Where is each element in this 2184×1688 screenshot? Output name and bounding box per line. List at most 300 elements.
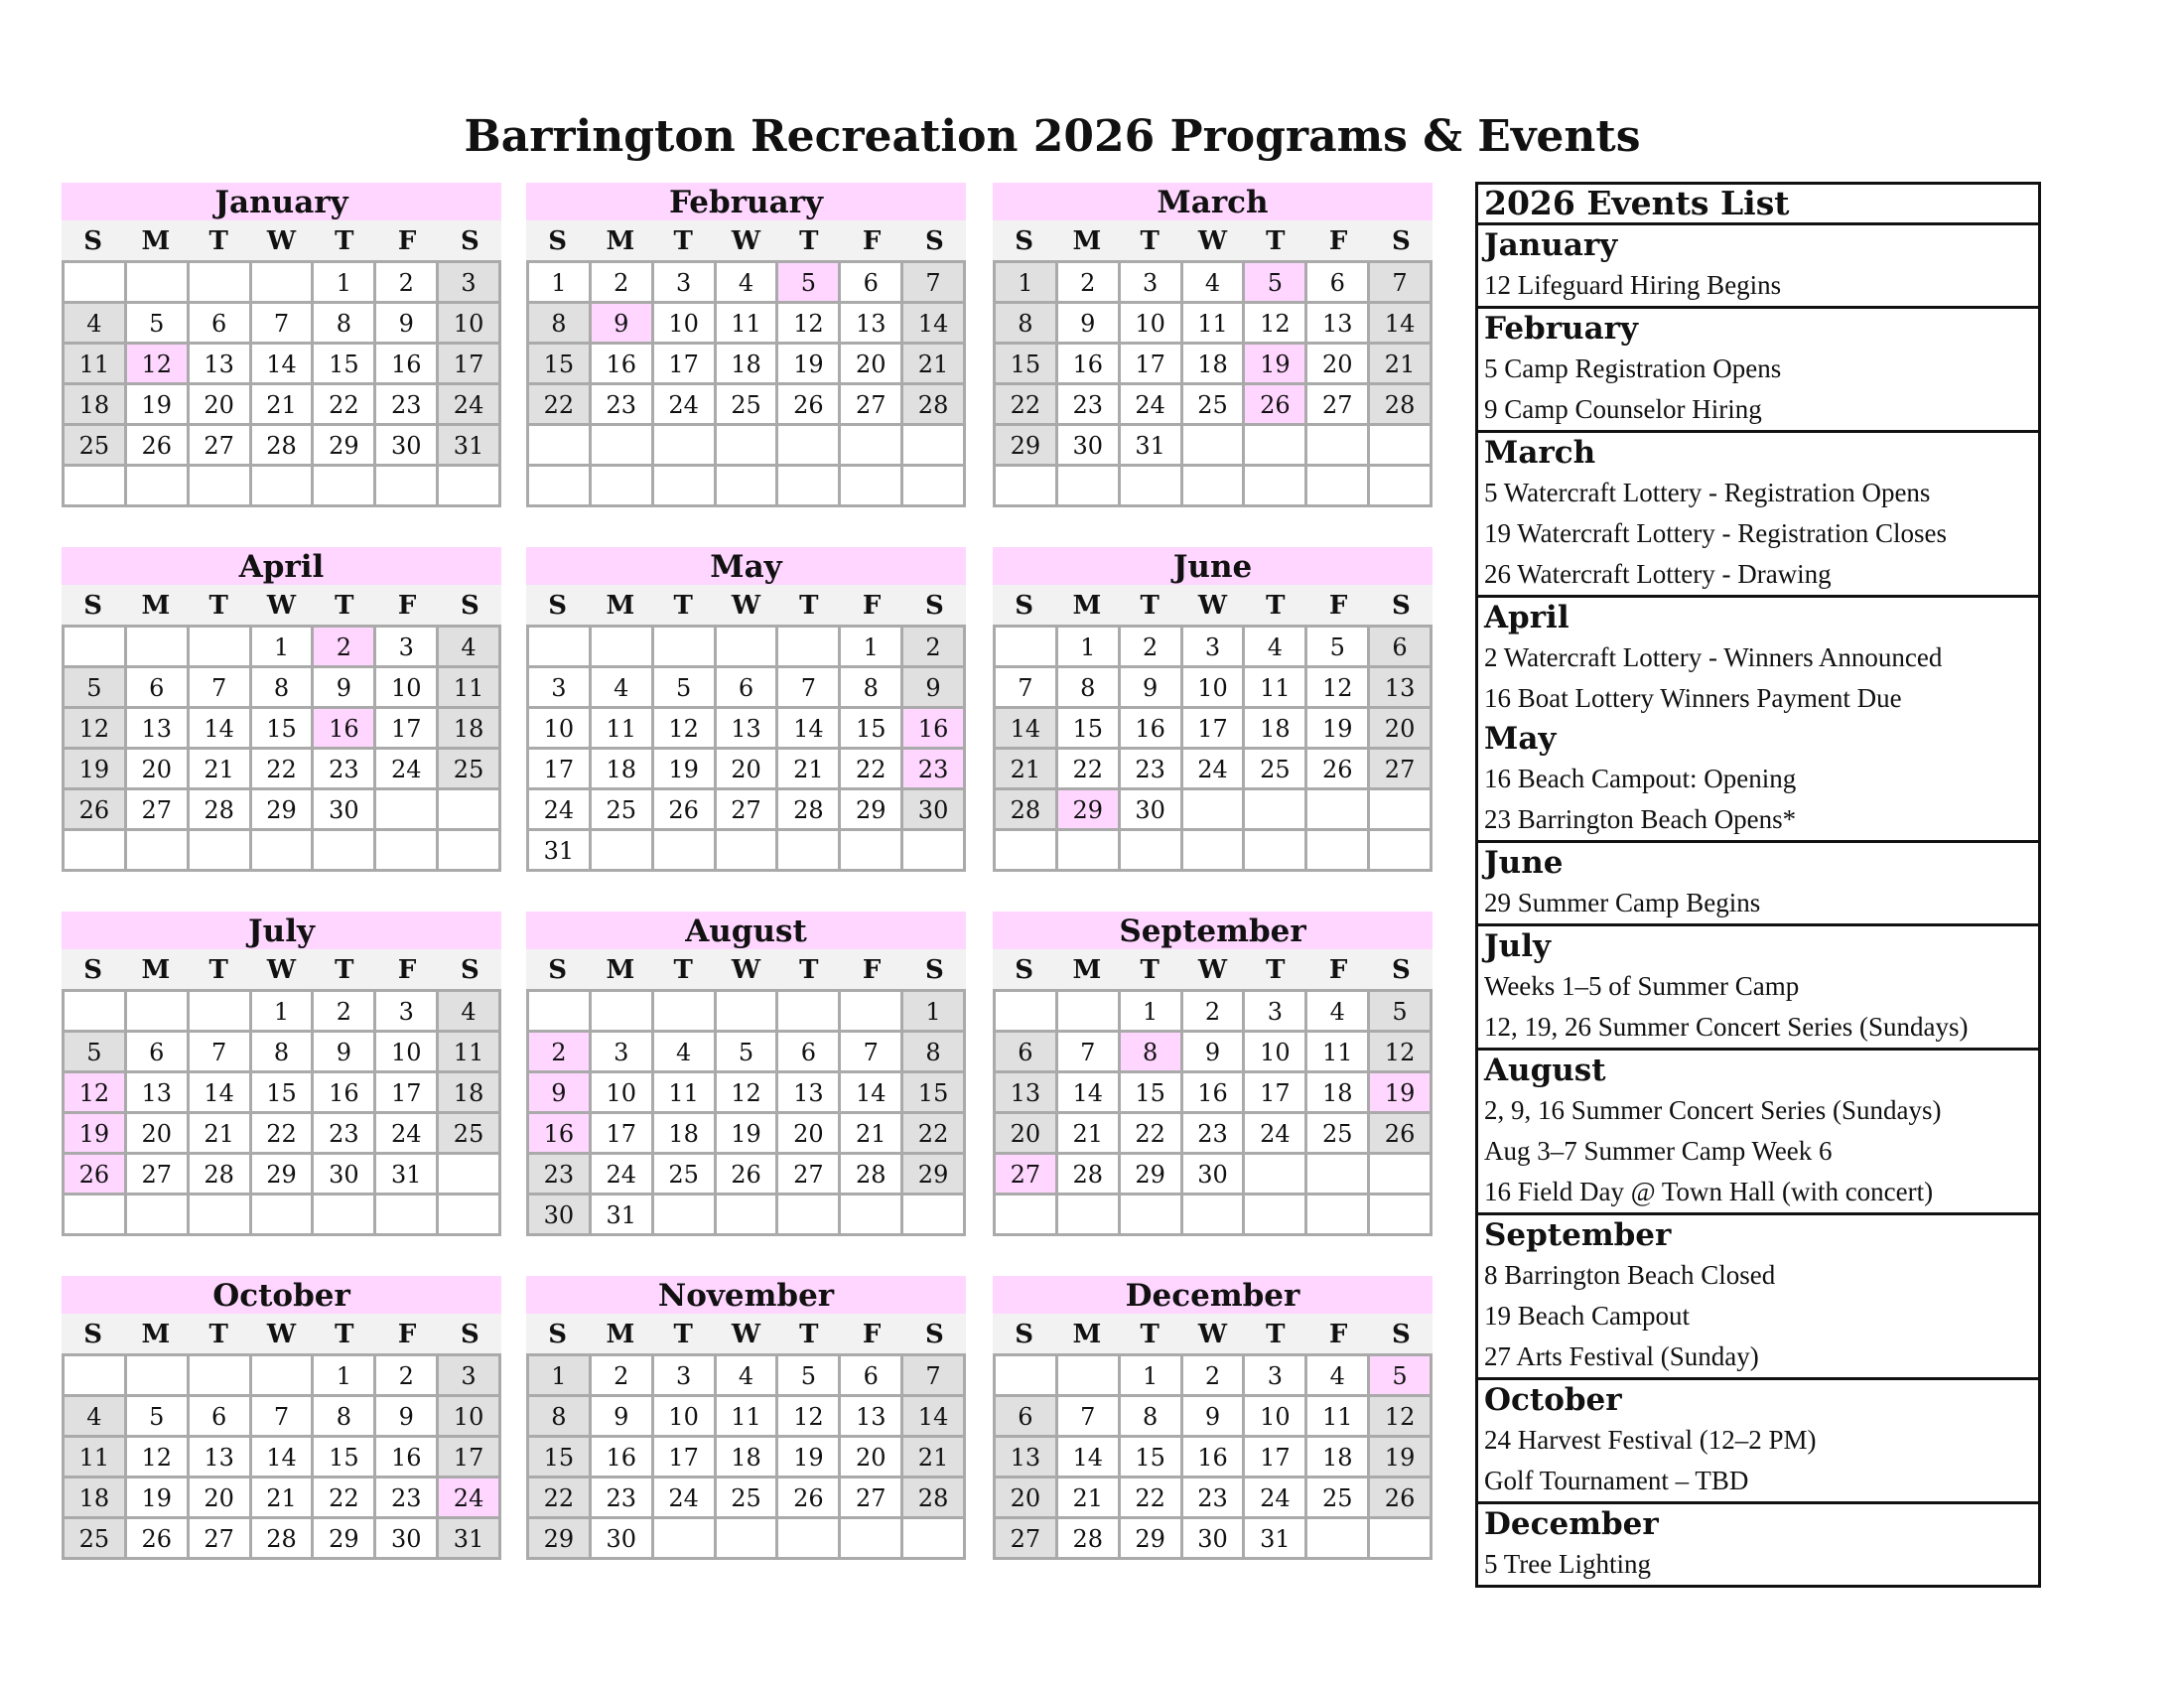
day-grid [993, 1353, 1433, 1560]
empty-cell [1121, 467, 1180, 504]
day-cell: 8 [252, 668, 312, 706]
day-cell: 29 [1121, 1519, 1180, 1557]
day-cell: 12 [778, 1397, 838, 1435]
day-cell: 23 [1183, 1478, 1243, 1516]
day-cell: 10 [592, 1073, 651, 1111]
day-cell: 22 [996, 385, 1055, 423]
day-cell: 11 [65, 345, 124, 382]
empty-cell [1183, 1196, 1243, 1233]
weekday-label: T [335, 591, 354, 621]
day-cell: 23 [1058, 385, 1118, 423]
event-item: 5 Camp Registration Opens [1484, 353, 1782, 383]
empty-cell [529, 467, 589, 504]
weekday-label: T [335, 955, 354, 985]
day-cell: 7 [252, 304, 312, 342]
day-cell: 2 [376, 1356, 436, 1394]
weekday-header [526, 1314, 966, 1353]
day-cell: 29 [529, 1519, 589, 1557]
weekday-label: M [141, 1320, 171, 1349]
weekday-label: T [799, 226, 819, 256]
day-cell: 22 [1121, 1478, 1180, 1516]
empty-cell [65, 467, 124, 504]
day-cell: 24 [654, 385, 714, 423]
empty-cell [1245, 1196, 1304, 1233]
day-cell: 2 [1183, 1356, 1243, 1394]
empty-cell [65, 263, 124, 301]
empty-cell [903, 426, 963, 464]
day-cell: 1 [841, 628, 900, 665]
events-group [1478, 1380, 2038, 1504]
day-cell: 26 [717, 1155, 776, 1193]
empty-cell [190, 831, 249, 869]
empty-cell [996, 628, 1055, 665]
weekday-label: T [673, 591, 693, 621]
day-cell: 18 [65, 385, 124, 423]
day-cell: 2 [1183, 992, 1243, 1030]
day-cell: 3 [1183, 628, 1243, 665]
day-cell: 15 [529, 345, 589, 382]
day-cell: 9 [1183, 1397, 1243, 1435]
day-cell: 12 [1370, 1397, 1430, 1435]
day-grid [62, 1353, 501, 1560]
weekday-label: W [266, 591, 297, 621]
day-cell: 29 [996, 426, 1055, 464]
weekday-label: T [335, 1320, 354, 1349]
day-cell: 3 [654, 1356, 714, 1394]
day-cell: 24 [654, 1478, 714, 1516]
day-cell: 13 [717, 709, 776, 747]
day-cell: 23 [376, 385, 436, 423]
day-cell: 7 [903, 1356, 963, 1394]
month-title: September [993, 912, 1433, 949]
empty-cell [127, 992, 187, 1030]
day-cell: 14 [1370, 304, 1430, 342]
day-cell: 29 [1121, 1155, 1180, 1193]
day-cell: 20 [1370, 709, 1430, 747]
day-cell: 8 [314, 1397, 373, 1435]
weekday-label: F [862, 226, 882, 256]
empty-cell [996, 831, 1055, 869]
empty-cell [1183, 426, 1243, 464]
weekday-label: W [266, 955, 297, 985]
day-cell: 9 [1183, 1033, 1243, 1070]
day-cell: 18 [592, 750, 651, 787]
day-grid [62, 989, 501, 1236]
empty-cell [1121, 1196, 1180, 1233]
weekday-label: M [1072, 591, 1102, 621]
day-cell: 11 [717, 304, 776, 342]
day-cell: 14 [1058, 1073, 1118, 1111]
day-cell: 30 [1058, 426, 1118, 464]
weekday-label: M [606, 1320, 635, 1349]
month-title: November [526, 1276, 966, 1314]
empty-cell [1370, 831, 1430, 869]
event-item: 19 Watercraft Lottery - Registration Closes [1484, 518, 1947, 548]
weekday-label: W [731, 1320, 761, 1349]
empty-cell [1058, 831, 1118, 869]
day-cell: 12 [717, 1073, 776, 1111]
day-cell: 8 [841, 668, 900, 706]
day-cell: 9 [592, 1397, 651, 1435]
weekday-label: F [862, 591, 882, 621]
day-cell: 25 [717, 385, 776, 423]
event-day-cell: 19 [1245, 345, 1304, 382]
event-item: 12 Lifeguard Hiring Begins [1484, 270, 1782, 300]
day-cell: 25 [1245, 750, 1304, 787]
empty-cell [996, 1356, 1055, 1394]
events-month-heading: September [1484, 1217, 1672, 1253]
empty-cell [592, 992, 651, 1030]
day-cell: 6 [841, 263, 900, 301]
day-cell: 9 [376, 1397, 436, 1435]
day-cell: 29 [314, 426, 373, 464]
events-group [1478, 843, 2038, 926]
day-cell: 20 [996, 1478, 1055, 1516]
weekday-label: W [1197, 955, 1228, 985]
day-cell: 8 [529, 1397, 589, 1435]
weekday-label: W [731, 955, 761, 985]
weekday-label: M [1072, 1320, 1102, 1349]
day-cell: 24 [1183, 750, 1243, 787]
events-group [1478, 598, 2038, 843]
empty-cell [65, 1196, 124, 1233]
day-cell: 7 [996, 668, 1055, 706]
empty-cell [314, 1196, 373, 1233]
day-cell: 17 [1121, 345, 1180, 382]
day-cell: 8 [314, 304, 373, 342]
day-cell: 26 [65, 790, 124, 828]
day-cell: 13 [778, 1073, 838, 1111]
day-cell: 16 [1183, 1438, 1243, 1476]
empty-cell [592, 831, 651, 869]
event-item: 2, 9, 16 Summer Concert Series (Sundays) [1484, 1095, 1942, 1125]
day-cell: 27 [127, 1155, 187, 1193]
weekday-header [993, 1314, 1433, 1353]
day-cell: 13 [127, 709, 187, 747]
empty-cell [439, 467, 498, 504]
day-cell: 27 [717, 790, 776, 828]
weekday-label: T [208, 1320, 228, 1349]
empty-cell [996, 467, 1055, 504]
event-item: 16 Field Day @ Town Hall (with concert) [1484, 1177, 1934, 1206]
day-cell: 13 [996, 1073, 1055, 1111]
empty-cell [841, 831, 900, 869]
events-month-heading: February [1484, 311, 1639, 347]
day-cell: 19 [778, 1438, 838, 1476]
event-day-cell: 24 [439, 1478, 498, 1516]
day-cell: 28 [1058, 1519, 1118, 1557]
empty-cell [252, 263, 312, 301]
day-cell: 12 [1245, 304, 1304, 342]
empty-cell [778, 467, 838, 504]
weekday-label: M [141, 591, 171, 621]
day-cell: 23 [1183, 1114, 1243, 1152]
day-cell: 5 [778, 1356, 838, 1394]
day-cell: 30 [376, 1519, 436, 1557]
day-cell: 10 [654, 304, 714, 342]
day-cell: 26 [654, 790, 714, 828]
event-item: 29 Summer Camp Begins [1484, 888, 1761, 917]
day-cell: 10 [529, 709, 589, 747]
day-cell: 3 [376, 992, 436, 1030]
event-day-cell: 12 [127, 345, 187, 382]
day-cell: 22 [314, 385, 373, 423]
event-item: 16 Boat Lottery Winners Payment Due [1484, 683, 1902, 713]
empty-cell [996, 992, 1055, 1030]
day-cell: 25 [65, 1519, 124, 1557]
empty-cell [841, 992, 900, 1030]
weekday-label: F [397, 591, 417, 621]
weekday-label: T [1266, 226, 1286, 256]
month-title: December [993, 1276, 1433, 1314]
day-cell: 16 [376, 1438, 436, 1476]
empty-cell [841, 426, 900, 464]
day-cell: 31 [529, 831, 589, 869]
events-group [1478, 926, 2038, 1051]
day-cell: 24 [376, 750, 436, 787]
empty-cell [1245, 790, 1304, 828]
day-cell: 3 [654, 263, 714, 301]
month-title: January [62, 183, 501, 220]
day-cell: 31 [376, 1155, 436, 1193]
weekday-label: T [335, 226, 354, 256]
day-cell: 17 [376, 1073, 436, 1111]
day-cell: 14 [841, 1073, 900, 1111]
day-cell: 24 [376, 1114, 436, 1152]
weekday-label: T [1140, 955, 1160, 985]
empty-cell [903, 831, 963, 869]
weekday-label: S [83, 591, 103, 621]
day-cell: 14 [903, 304, 963, 342]
day-cell: 17 [439, 1438, 498, 1476]
weekday-label: T [1140, 591, 1160, 621]
day-cell: 1 [1058, 628, 1118, 665]
day-cell: 23 [314, 750, 373, 787]
weekday-label: T [1140, 226, 1160, 256]
day-cell: 13 [841, 1397, 900, 1435]
empty-cell [717, 426, 776, 464]
empty-cell [778, 1519, 838, 1557]
weekday-label: W [731, 226, 761, 256]
day-cell: 30 [314, 790, 373, 828]
day-cell: 19 [1370, 1438, 1430, 1476]
weekday-label: S [460, 591, 479, 621]
day-cell: 12 [127, 1438, 187, 1476]
weekday-label: T [1266, 1320, 1286, 1349]
day-cell: 17 [592, 1114, 651, 1152]
day-cell: 30 [529, 1196, 589, 1233]
day-cell: 1 [314, 263, 373, 301]
weekday-header [62, 1314, 501, 1353]
day-cell: 15 [996, 345, 1055, 382]
day-cell: 4 [439, 992, 498, 1030]
day-cell: 9 [903, 668, 963, 706]
empty-cell [190, 263, 249, 301]
event-day-cell: 16 [903, 709, 963, 747]
day-cell: 28 [190, 1155, 249, 1193]
events-month-heading: July [1484, 928, 1551, 964]
event-day-cell: 5 [778, 263, 838, 301]
day-cell: 4 [1183, 263, 1243, 301]
day-cell: 17 [529, 750, 589, 787]
day-cell: 11 [439, 1033, 498, 1070]
day-cell: 26 [1370, 1114, 1430, 1152]
weekday-header [62, 220, 501, 260]
weekday-header [62, 585, 501, 625]
day-cell: 7 [841, 1033, 900, 1070]
empty-cell [1370, 1196, 1430, 1233]
empty-cell [654, 1519, 714, 1557]
day-cell: 28 [252, 1519, 312, 1557]
empty-cell [1058, 992, 1118, 1030]
empty-cell [529, 628, 589, 665]
empty-cell [1307, 467, 1367, 504]
month-title: March [993, 183, 1433, 220]
day-cell: 15 [841, 709, 900, 747]
day-cell: 23 [1121, 750, 1180, 787]
event-day-cell: 5 [1370, 1356, 1430, 1394]
weekday-label: S [460, 1320, 479, 1349]
day-cell: 16 [1058, 345, 1118, 382]
event-day-cell: 27 [996, 1155, 1055, 1193]
day-cell: 18 [1307, 1438, 1367, 1476]
day-cell: 11 [592, 709, 651, 747]
day-cell: 4 [1245, 628, 1304, 665]
weekday-label: W [1197, 591, 1228, 621]
day-cell: 10 [1121, 304, 1180, 342]
day-cell: 10 [376, 668, 436, 706]
weekday-header [526, 220, 966, 260]
empty-cell [778, 628, 838, 665]
empty-cell [65, 1356, 124, 1394]
day-cell: 29 [314, 1519, 373, 1557]
day-cell: 15 [1058, 709, 1118, 747]
day-grid [526, 1353, 966, 1560]
event-day-cell: 9 [529, 1073, 589, 1111]
day-cell: 21 [778, 750, 838, 787]
day-cell: 2 [592, 1356, 651, 1394]
empty-cell [903, 1519, 963, 1557]
month-calendar-september [993, 912, 1433, 1236]
day-cell: 28 [252, 426, 312, 464]
empty-cell [1307, 426, 1367, 464]
day-cell: 4 [1307, 992, 1367, 1030]
weekday-label: M [1072, 955, 1102, 985]
empty-cell [841, 467, 900, 504]
events-month-heading: April [1484, 600, 1570, 635]
day-cell: 10 [376, 1033, 436, 1070]
day-cell: 9 [314, 668, 373, 706]
day-cell: 7 [1058, 1033, 1118, 1070]
day-cell: 4 [65, 304, 124, 342]
day-cell: 17 [439, 345, 498, 382]
day-cell: 6 [127, 668, 187, 706]
day-cell: 21 [190, 750, 249, 787]
day-cell: 26 [1307, 750, 1367, 787]
day-cell: 22 [314, 1478, 373, 1516]
day-cell: 27 [841, 385, 900, 423]
month-title: June [993, 547, 1433, 585]
weekday-label: S [548, 955, 568, 985]
events-list [1475, 182, 2041, 1588]
day-cell: 13 [127, 1073, 187, 1111]
empty-cell [190, 1356, 249, 1394]
empty-cell [654, 628, 714, 665]
empty-cell [1183, 790, 1243, 828]
events-group [1478, 1215, 2038, 1380]
day-cell: 9 [1058, 304, 1118, 342]
day-cell: 18 [1245, 709, 1304, 747]
day-cell: 8 [1058, 668, 1118, 706]
weekday-label: T [208, 591, 228, 621]
day-cell: 6 [190, 1397, 249, 1435]
day-cell: 16 [592, 1438, 651, 1476]
empty-cell [190, 628, 249, 665]
day-cell: 19 [65, 750, 124, 787]
day-cell: 4 [439, 628, 498, 665]
empty-cell [1058, 467, 1118, 504]
empty-cell [1307, 1519, 1367, 1557]
day-cell: 7 [190, 1033, 249, 1070]
empty-cell [1245, 831, 1304, 869]
day-cell: 18 [65, 1478, 124, 1516]
event-item: 5 Tree Lighting [1484, 1549, 1652, 1579]
day-cell: 24 [592, 1155, 651, 1193]
day-cell: 12 [65, 709, 124, 747]
empty-cell [717, 1196, 776, 1233]
empty-cell [996, 1196, 1055, 1233]
day-grid [526, 260, 966, 507]
day-cell: 4 [717, 263, 776, 301]
day-cell: 21 [1058, 1478, 1118, 1516]
day-cell: 3 [1245, 992, 1304, 1030]
day-grid [62, 260, 501, 507]
day-cell: 25 [1307, 1114, 1367, 1152]
day-cell: 21 [903, 1438, 963, 1476]
empty-cell [1307, 790, 1367, 828]
day-cell: 23 [376, 1478, 436, 1516]
day-cell: 4 [65, 1397, 124, 1435]
day-cell: 11 [654, 1073, 714, 1111]
day-cell: 11 [1245, 668, 1304, 706]
weekday-label: T [208, 226, 228, 256]
day-cell: 27 [996, 1519, 1055, 1557]
day-cell: 21 [841, 1114, 900, 1152]
weekday-label: S [83, 226, 103, 256]
day-cell: 5 [1370, 992, 1430, 1030]
page-title: Barrington Recreation 2026 Programs & Events [464, 111, 1641, 162]
events-group [1478, 433, 2038, 598]
empty-cell [127, 628, 187, 665]
event-item: 12, 19, 26 Summer Concert Series (Sundays) [1484, 1012, 1969, 1042]
day-cell: 7 [190, 668, 249, 706]
day-cell: 31 [1245, 1519, 1304, 1557]
day-cell: 7 [903, 263, 963, 301]
event-day-cell: 8 [1121, 1033, 1180, 1070]
weekday-label: T [1140, 1320, 1160, 1349]
weekday-label: S [1015, 1320, 1034, 1349]
day-cell: 24 [1245, 1478, 1304, 1516]
day-cell: 11 [65, 1438, 124, 1476]
day-cell: 25 [439, 1114, 498, 1152]
empty-cell [654, 992, 714, 1030]
day-cell: 18 [717, 345, 776, 382]
month-title: February [526, 183, 966, 220]
day-cell: 29 [903, 1155, 963, 1193]
events-month-heading: August [1484, 1053, 1606, 1088]
day-cell: 11 [1307, 1397, 1367, 1435]
day-cell: 18 [717, 1438, 776, 1476]
